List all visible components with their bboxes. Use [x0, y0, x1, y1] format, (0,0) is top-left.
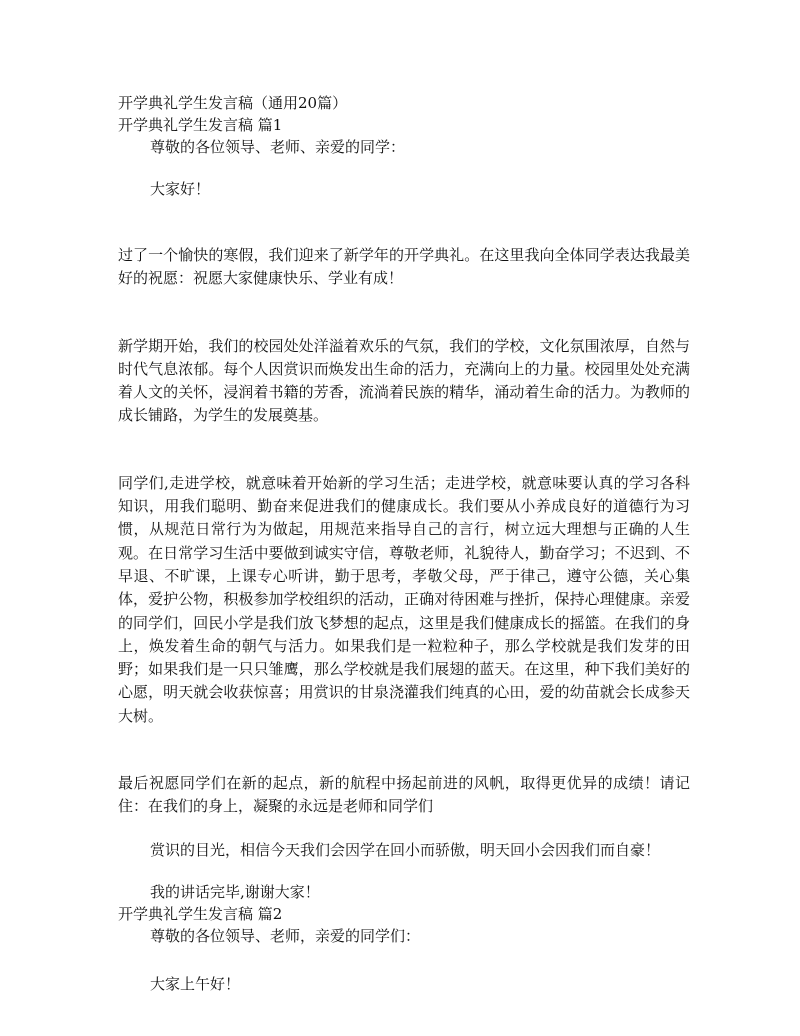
salutation-1: 尊敬的各位领导、老师、亲爱的同学： — [150, 138, 406, 156]
paragraph-3: 同学们,走进学校，就意味着开始新的学习生活；走进学校，就意味要认真的学习各科知识，用我们聪明、勤奋来促进我们的健康成长。我们要从小养成良好的道德行为习惯，从规范日常行为为做起，用规范来指导自己的言行，树立远大理想与正确的人生观。在日常学习生活中要做到诚实守信，尊敬老师，礼貌待人，勤奋学习；不迟到、不早退、不旷课，上课专心听讲，勤于思考，孝敬父母，严于律己，遵守公德，关心集体，爱护公物，积极参加学校组织的活动，正确对待困难与挫折，保持心理健康。亲爱的同学们，回民小学是我们放飞梦想的起点，这里是我们健康成长的摇篮。在我们的身上，焕发着生命的朝气与活力。如果我们是一粒粒种子，那么学校就是我们发芽的田野；如果我们是一只只雏鹰，那么学校就是我们展翅的蓝天。在这里，种下我们美好的心愿，明天就会收获惊喜；用赏识的甘泉浇灌我们纯真的心田，爱的幼苗就会长成参天大树。 — [118, 473, 690, 725]
greeting-2: 大家上午好！ — [150, 974, 241, 993]
closing-1: 我的讲话完毕,谢谢大家！ — [150, 882, 320, 901]
section-heading-2: 开学典礼学生发言稿 篇2 — [118, 904, 283, 923]
salutation-2: 尊敬的各位领导、老师，亲爱的同学们： — [150, 926, 421, 945]
paragraph-2: 新学期开始，我们的校园处处洋溢着欢乐的气氛，我们的学校，文化氛围浓厚，自然与时代气息浓郁。每个人因赏识而焕发出生命的活力，充满向上的力量。校园里处处充满着人文的关怀，浸润着书籍的芳香，流淌着民族的精华，涌动着生命的活力。为教师的成长铺路，为学生的发展奠基。 — [118, 336, 690, 425]
document-title: 开学典礼学生发言稿（通用20篇） — [118, 94, 348, 112]
section-heading-1: 开学典礼学生发言稿 篇1 — [118, 116, 283, 134]
paragraph-4: 最后祝愿同学们在新的起点，新的航程中扬起前进的风帆，取得更优异的成绩！请记住：在我们的身上，凝聚的永远是老师和同学们 — [118, 774, 690, 816]
greeting-1: 大家好！ — [150, 180, 211, 198]
paragraph-5: 赏识的目光，相信今天我们会因学在回小而骄傲，明天回小会因我们而自豪！ — [150, 840, 661, 859]
paragraph-1: 过了一个愉快的寒假，我们迎来了新学年的开学典礼。在这里我向全体同学表达我最美好的祝愿：祝愿大家健康快乐、学业有成！ — [118, 246, 690, 288]
document-page — [118, 92, 690, 995]
